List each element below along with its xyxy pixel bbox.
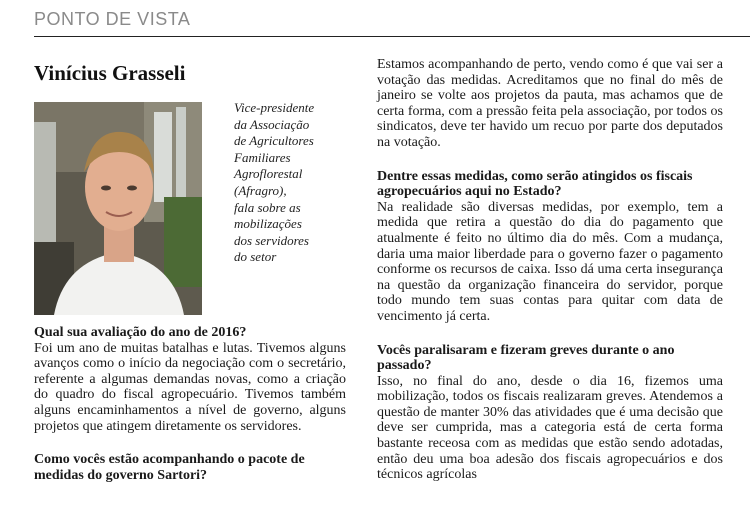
header-rule bbox=[34, 36, 750, 37]
caption-line: fala sobre as bbox=[234, 199, 301, 215]
answer-1: Foi um ano de muitas batalhas e lutas. Tivemos alguns avanços como o início da negociação com o secretário, referente a algumas demandas novas, como a criação do quadro do fiscal agropecuário. Tivemos também alguns encaminhamentos a nível de governo, alguns projetos que atingem diretamente os servidores. bbox=[34, 340, 346, 434]
caption-line: Familiares bbox=[234, 149, 291, 165]
author-caption bbox=[234, 100, 314, 315]
question-3: Dentre essas medidas, como serão atingidos os fiscais agropecuários aqui no Estado? bbox=[377, 168, 693, 200]
question-1: Qual sua avaliação do ano de 2016? bbox=[34, 325, 247, 340]
profile-block bbox=[34, 102, 346, 315]
answer-4: Isso, no final do ano, desde o dia 16, fizemos uma mobilização, todos os fiscais realizaram greves. Atendemos a questão de manter 30% das atividades que é uma decisão que deve ser cumprida, mas a categoria está de certa forma bastante receosa com as medidas que estão sendo adotadas, então deu uma boa adesão dos fiscais agropecuários e dos técnicos agrícolas bbox=[377, 373, 723, 483]
author-photo bbox=[34, 102, 202, 315]
caption-line: do setor bbox=[234, 249, 277, 265]
caption-line: (Afragro), bbox=[234, 182, 287, 198]
caption-line: Agroflorestal bbox=[234, 166, 303, 182]
section-title: PONTO DE VISTA bbox=[34, 9, 191, 29]
author-name: Vinícius Grasseli bbox=[34, 61, 186, 85]
caption-line: de Agricultores bbox=[234, 133, 314, 149]
caption-line: Vice-presidente bbox=[234, 100, 315, 115]
question-4: Vocês paralisaram e fizeram greves durante o ano passado? bbox=[377, 342, 675, 374]
caption-line: mobilizações bbox=[234, 216, 302, 232]
caption-line: dos servidores bbox=[234, 232, 309, 248]
answer-2: Estamos acompanhando de perto, vendo como é que vai ser a votação das medidas. Acreditamos que no final do mês de janeiro se volte aos projetos da pauta, mas achamos que de certa forma, com a pressão feita pela associação, por todos os sindicatos, deve ter havido um recuo por parte dos deputados na votação. bbox=[377, 57, 723, 150]
answer-3: Na realidade são diversas medidas, por exemplo, tem a medida que retira a questão do dia do pagamento que atualmente é feito no último dia do mês. Com a mudança, daria uma maior liberdade para o governo fazer o pagamento conforme os recursos de caixa. Isso dá uma certa insegurança na questão da organização financeira do servidor, porque todo mundo tem suas contas para quitar com data de vencimento já certa. bbox=[377, 199, 723, 324]
caption-line: da Associação bbox=[234, 116, 310, 132]
right-column bbox=[377, 57, 723, 483]
left-column bbox=[34, 60, 346, 483]
question-2: Como vocês estão acompanhando o pacote de medidas do governo Sartori? bbox=[34, 452, 305, 483]
